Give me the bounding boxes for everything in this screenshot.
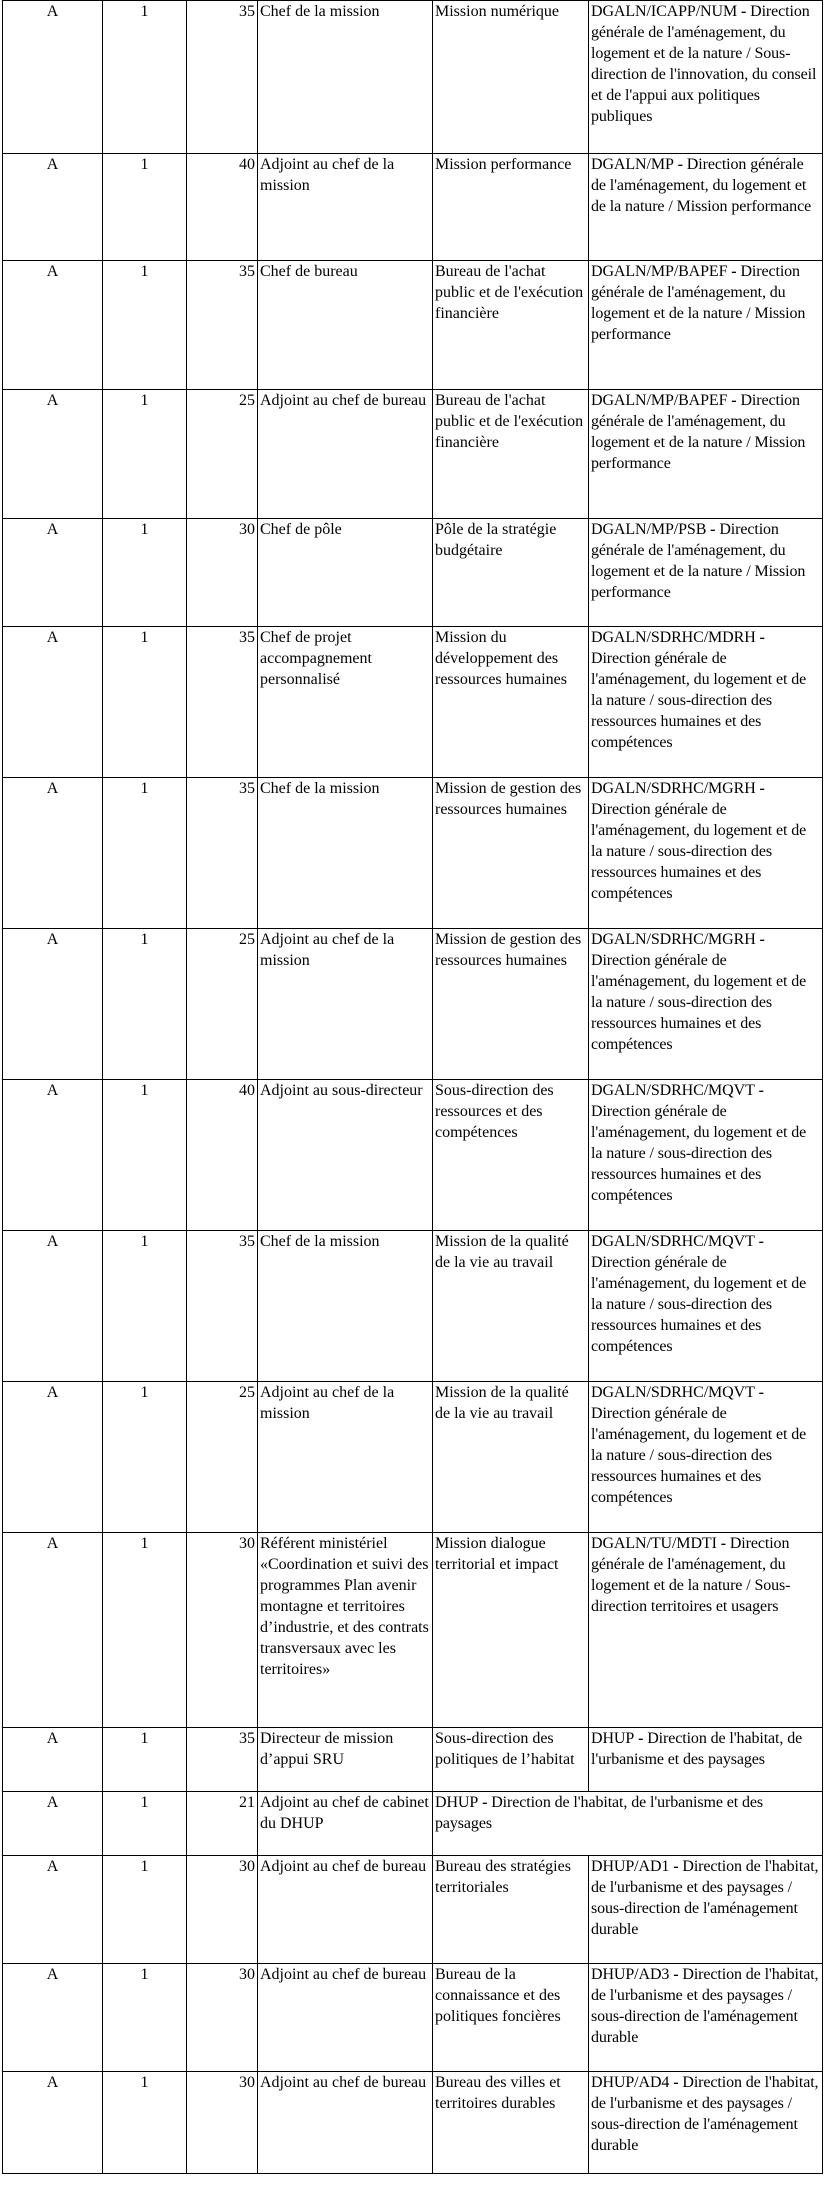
count-cell: 1 xyxy=(103,1231,187,1382)
table-row xyxy=(3,519,823,627)
count-cell: 1 xyxy=(103,778,187,929)
direction-cell: DGALN/MP/BAPEF - Direction générale de l'aménagement, du logement et de la nature / Mission performance xyxy=(589,261,823,390)
function-cell: Adjoint au chef de la mission xyxy=(258,1382,433,1533)
category-cell: A xyxy=(3,261,103,390)
function-cell: Adjoint au chef de bureau xyxy=(258,390,433,519)
direction-code: DGALN/SDRHC/MGRH xyxy=(591,780,756,797)
direction-cell: DGALN/TU/MDTI - Direction générale de l'aménagement, du logement et de la nature / Sous-direction territoires et usagers xyxy=(589,1533,823,1728)
points-cell: 35 xyxy=(187,1231,258,1382)
direction-cell: DGALN/MP/PSB - Direction générale de l'aménagement, du logement et de la nature / Mission performance xyxy=(589,519,823,627)
service-cell: Mission de gestion des ressources humaines xyxy=(433,929,589,1080)
direction-cell: DHUP/AD4 - Direction de l'habitat, de l'urbanisme et des paysages / sous-direction de l'aménagement durable xyxy=(589,2072,823,2174)
direction-code: DGALN/SDRHC/MDRH xyxy=(591,629,756,646)
direction-code: DHUP xyxy=(435,1794,479,1811)
points-cell: 40 xyxy=(187,1080,258,1231)
table-row xyxy=(3,1382,823,1533)
table-row xyxy=(3,1964,823,2072)
direction-label: Direction de l'habitat, de l'urbanisme et des paysages / sous-direction de l'aménagement durable xyxy=(591,1858,819,1938)
points-cell: 30 xyxy=(187,1964,258,2072)
count-cell: 1 xyxy=(103,2072,187,2174)
table-row xyxy=(3,1856,823,1964)
function-cell: Adjoint au chef de cabinet du DHUP xyxy=(258,1792,433,1856)
direction-cell: DGALN/SDRHC/MGRH - Direction générale de l'aménagement, du logement et de la nature / sous-direction des ressources humaines et des compétences xyxy=(589,929,823,1080)
points-cell: 25 xyxy=(187,929,258,1080)
direction-cell: DGALN/SDRHC/MQVT - Direction générale de l'aménagement, du logement et de la nature / sous-direction des ressources humaines et des compétences xyxy=(589,1382,823,1533)
direction-cell: DHUP/AD3 - Direction de l'habitat, de l'urbanisme et des paysages / sous-direction de l'aménagement durable xyxy=(589,1964,823,2072)
direction-code: DHUP/AD4 xyxy=(591,2074,670,2091)
service-cell: Mission de gestion des ressources humaines xyxy=(433,778,589,929)
function-cell: Chef de la mission xyxy=(258,778,433,929)
service-cell: Mission dialogue territorial et impact xyxy=(433,1533,589,1728)
category-cell: A xyxy=(3,1856,103,1964)
table-row xyxy=(3,1728,823,1792)
count-cell: 1 xyxy=(103,390,187,519)
points-cell: 30 xyxy=(187,2072,258,2174)
points-cell: 25 xyxy=(187,1382,258,1533)
direction-label: Direction de l'habitat, de l'urbanisme et des paysages / sous-direction de l'aménagement durable xyxy=(591,2074,819,2154)
direction-code: DGALN/TU/MDTI xyxy=(591,1535,717,1552)
category-cell: A xyxy=(3,390,103,519)
table-row xyxy=(3,154,823,261)
service-cell: Pôle de la stratégie budgétaire xyxy=(433,519,589,627)
count-cell: 1 xyxy=(103,1533,187,1728)
category-cell: A xyxy=(3,1080,103,1231)
table-row xyxy=(3,1533,823,1728)
count-cell: 1 xyxy=(103,1,187,154)
direction-code: DHUP/AD3 xyxy=(591,1966,670,1983)
table-row xyxy=(3,1,823,154)
direction-code: DGALN/SDRHC/MGRH xyxy=(591,931,756,948)
function-cell: Chef de bureau xyxy=(258,261,433,390)
points-cell: 35 xyxy=(187,1728,258,1792)
function-cell: Adjoint au chef de bureau xyxy=(258,1856,433,1964)
count-cell: 1 xyxy=(103,261,187,390)
category-cell: A xyxy=(3,154,103,261)
function-cell: Adjoint au chef de la mission xyxy=(258,154,433,261)
count-cell: 1 xyxy=(103,519,187,627)
table-row xyxy=(3,929,823,1080)
function-cell: Chef de projet accompagnement personnalisé xyxy=(258,627,433,778)
function-cell: Adjoint au sous-directeur xyxy=(258,1080,433,1231)
service-cell: Bureau de l'achat public et de l'exécution financière xyxy=(433,390,589,519)
service-cell: Mission de la qualité de la vie au travail xyxy=(433,1231,589,1382)
direction-label: Direction générale de l'aménagement, du logement et de la nature / Mission performance xyxy=(591,156,812,215)
table-row xyxy=(3,261,823,390)
direction-code: DGALN/MP/BAPEF xyxy=(591,392,728,409)
function-cell: Adjoint au chef de bureau xyxy=(258,1964,433,2072)
category-cell: A xyxy=(3,778,103,929)
direction-cell: DGALN/SDRHC/MGRH - Direction générale de l'aménagement, du logement et de la nature / sous-direction des ressources humaines et des compétences xyxy=(589,778,823,929)
table-row xyxy=(3,1792,823,1856)
direction-code: DHUP xyxy=(591,1730,635,1747)
direction-label: Direction générale de l'aménagement, du logement et de la nature / sous-direction des ressources humaines et des compétences xyxy=(591,952,807,1053)
direction-cell: DGALN/ICAPP/NUM - Direction générale de l'aménagement, du logement et de la nature / Sous-direction de l'innovation, du conseil et de l'appui aux politiques publiques xyxy=(589,1,823,154)
function-cell: Directeur de mission d’appui SRU xyxy=(258,1728,433,1792)
service-cell: Bureau de la connaissance et des politiques foncières xyxy=(433,1964,589,2072)
service-cell: Mission du développement des ressources humaines xyxy=(433,627,589,778)
points-cell: 30 xyxy=(187,1533,258,1728)
category-cell: A xyxy=(3,1231,103,1382)
direction-label: Direction de l'habitat, de l'urbanisme et des paysages / sous-direction de l'aménagement durable xyxy=(591,1966,819,2046)
positions-table xyxy=(2,0,823,2174)
category-cell: A xyxy=(3,929,103,1080)
table-row xyxy=(3,2072,823,2174)
direction-label: Direction générale de l'aménagement, du logement et de la nature / sous-direction des ressources humaines et des compétences xyxy=(591,1254,807,1355)
direction-cell: DHUP - Direction de l'habitat, de l'urbanisme et des paysages xyxy=(589,1728,823,1792)
direction-label: Direction générale de l'aménagement, du logement et de la nature / sous-direction des ressources humaines et des compétences xyxy=(591,1405,807,1506)
direction-code: DGALN/MP/PSB xyxy=(591,521,707,538)
direction-cell: DGALN/SDRHC/MQVT - Direction générale de l'aménagement, du logement et de la nature / sous-direction des ressources humaines et des compétences xyxy=(589,1231,823,1382)
table-row xyxy=(3,390,823,519)
direction-code: DHUP/AD1 xyxy=(591,1858,670,1875)
direction-label: Direction générale de l'aménagement, du logement et de la nature / Mission performance xyxy=(591,392,806,472)
points-cell: 35 xyxy=(187,1,258,154)
category-cell: A xyxy=(3,2072,103,2174)
points-cell: 21 xyxy=(187,1792,258,1856)
points-cell: 30 xyxy=(187,1856,258,1964)
table-row xyxy=(3,1080,823,1231)
service-cell: Bureau des villes et territoires durables xyxy=(433,2072,589,2174)
direction-label: Direction générale de l'aménagement, du logement et de la nature / Sous-direction territoires et usagers xyxy=(591,1535,791,1615)
points-cell: 35 xyxy=(187,778,258,929)
service-cell: Mission de la qualité de la vie au travail xyxy=(433,1382,589,1533)
count-cell: 1 xyxy=(103,929,187,1080)
direction-code: DGALN/MP/BAPEF xyxy=(591,263,728,280)
function-cell: Référent ministériel «Coordination et suivi des programmes Plan avenir montagne et territoires d’industrie, et des contrats transversaux avec les territoires» xyxy=(258,1533,433,1728)
direction-code: DGALN/MP xyxy=(591,156,674,173)
points-cell: 40 xyxy=(187,154,258,261)
category-cell: A xyxy=(3,1964,103,2072)
direction-label: Direction générale de l'aménagement, du logement et de la nature / sous-direction des ressources humaines et des compétences xyxy=(591,1103,807,1204)
service-cell: Mission numérique xyxy=(433,1,589,154)
category-cell: A xyxy=(3,519,103,627)
table-row xyxy=(3,1231,823,1382)
count-cell: 1 xyxy=(103,1080,187,1231)
direction-label: Direction générale de l'aménagement, du logement et de la nature / sous-direction des ressources humaines et des compétences xyxy=(591,801,807,902)
direction-code: DGALN/SDRHC/MQVT xyxy=(591,1384,755,1401)
category-cell: A xyxy=(3,1,103,154)
count-cell: 1 xyxy=(103,1728,187,1792)
points-cell: 25 xyxy=(187,390,258,519)
direction-cell: DHUP - Direction de l'habitat, de l'urbanisme et des paysages xyxy=(433,1792,823,1856)
count-cell: 1 xyxy=(103,1382,187,1533)
direction-label: Direction générale de l'aménagement, du logement et de la nature / sous-direction des ressources humaines et des compétences xyxy=(591,650,807,751)
direction-label: Direction de l'habitat, de l'urbanisme et des paysages xyxy=(591,1730,803,1768)
points-cell: 35 xyxy=(187,627,258,778)
function-cell: Chef de la mission xyxy=(258,1,433,154)
function-cell: Adjoint au chef de la mission xyxy=(258,929,433,1080)
direction-code: DGALN/SDRHC/MQVT xyxy=(591,1233,755,1250)
direction-cell: DGALN/SDRHC/MDRH - Direction générale de l'aménagement, du logement et de la nature / sous-direction des ressources humaines et des compétences xyxy=(589,627,823,778)
direction-cell: DHUP/AD1 - Direction de l'habitat, de l'urbanisme et des paysages / sous-direction de l'aménagement durable xyxy=(589,1856,823,1964)
count-cell: 1 xyxy=(103,627,187,778)
category-cell: A xyxy=(3,1533,103,1728)
direction-label: Direction générale de l'aménagement, du logement et de la nature / Mission performance xyxy=(591,521,806,601)
service-cell: Sous-direction des ressources et des compétences xyxy=(433,1080,589,1231)
direction-label: Direction de l'habitat, de l'urbanisme et des paysages xyxy=(435,1794,764,1832)
function-cell: Chef de pôle xyxy=(258,519,433,627)
count-cell: 1 xyxy=(103,154,187,261)
service-cell: Sous-direction des politiques de l’habitat xyxy=(433,1728,589,1792)
points-cell: 35 xyxy=(187,261,258,390)
function-cell: Chef de la mission xyxy=(258,1231,433,1382)
count-cell: 1 xyxy=(103,1856,187,1964)
direction-code: DGALN/SDRHC/MQVT xyxy=(591,1082,755,1099)
service-cell: Bureau de l'achat public et de l'exécution financière xyxy=(433,261,589,390)
direction-code: DGALN/ICAPP/NUM xyxy=(591,3,738,20)
category-cell: A xyxy=(3,1382,103,1533)
category-cell: A xyxy=(3,627,103,778)
direction-cell: DGALN/MP - Direction générale de l'aménagement, du logement et de la nature / Mission performance xyxy=(589,154,823,261)
direction-cell: DGALN/SDRHC/MQVT - Direction générale de l'aménagement, du logement et de la nature / sous-direction des ressources humaines et des compétences xyxy=(589,1080,823,1231)
table-row xyxy=(3,627,823,778)
direction-cell: DGALN/MP/BAPEF - Direction générale de l'aménagement, du logement et de la nature / Mission performance xyxy=(589,390,823,519)
service-cell: Bureau des stratégies territoriales xyxy=(433,1856,589,1964)
category-cell: A xyxy=(3,1792,103,1856)
direction-label: Direction générale de l'aménagement, du logement et de la nature / Sous-direction de l'innovation, du conseil et de l'appui aux politiques publiques xyxy=(591,3,817,125)
count-cell: 1 xyxy=(103,1964,187,2072)
service-cell: Mission performance xyxy=(433,154,589,261)
count-cell: 1 xyxy=(103,1792,187,1856)
direction-label: Direction générale de l'aménagement, du logement et de la nature / Mission performance xyxy=(591,263,806,343)
function-cell: Adjoint au chef de bureau xyxy=(258,2072,433,2174)
category-cell: A xyxy=(3,1728,103,1792)
points-cell: 30 xyxy=(187,519,258,627)
table-row xyxy=(3,778,823,929)
